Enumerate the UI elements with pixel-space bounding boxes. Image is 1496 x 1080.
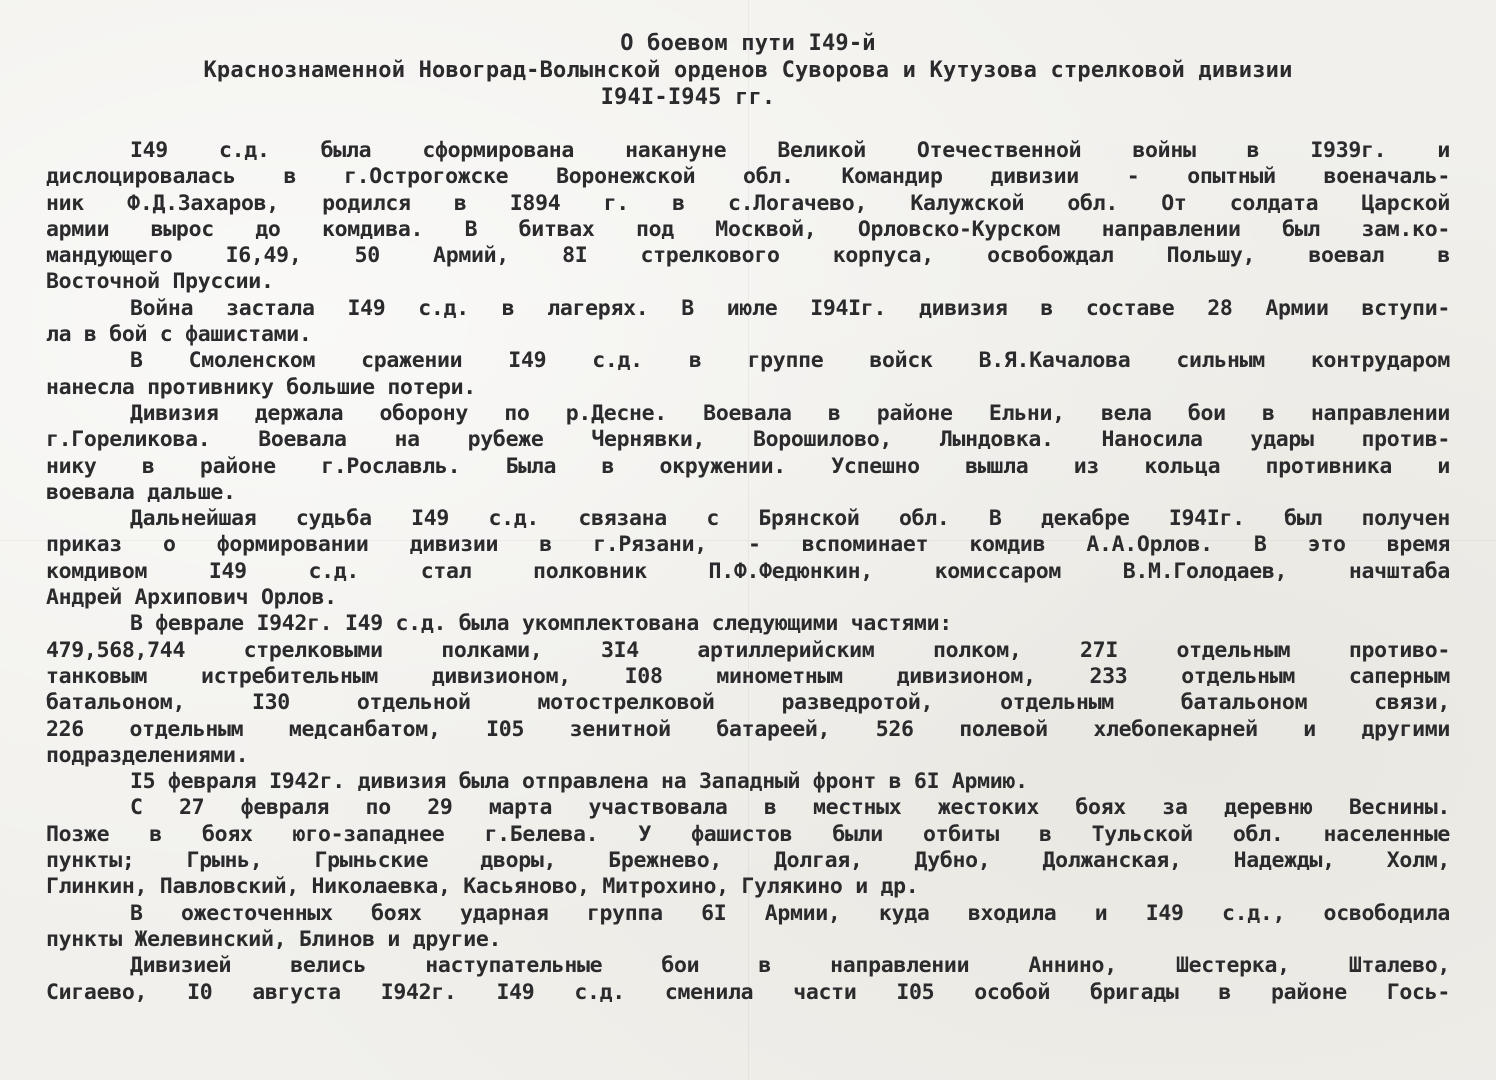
text-line: подразделениями. xyxy=(46,742,249,768)
text-line: Дивизия держала оборону по р.Десне. Воевала в районе Ельни, вела бои в направлении xyxy=(130,400,1450,426)
title-line-3: I94I-I945 гг. xyxy=(600,85,776,110)
document-title xyxy=(40,30,1456,111)
text-line: г.Гореликова. Воевала на рубеже Чернявки, Ворошилово, Лындовка. Наносила удары против- xyxy=(46,427,1450,453)
text-line: В феврале I942г. I49 с.д. была укомплектована следующими частями: xyxy=(130,611,952,637)
title-line-2: Краснознаменной Новоград-Волынской орденов Суворова и Кутузова стрелковой дивизии xyxy=(203,58,1293,83)
text-line: нику в районе г.Рославль. Была в окружении. Успешно вышла из кольца противника и xyxy=(46,453,1450,479)
text-line: пункты Желевинский, Блинов и другие. xyxy=(46,926,502,952)
text-line: Андрей Архипович Орлов. xyxy=(46,585,337,611)
text-line: приказ о формировании дивизии в г.Рязани, - вспоминает комдив А.А.Орлов. В это время xyxy=(46,532,1450,558)
text-line: ла в бой с фашистами. xyxy=(46,322,312,348)
text-line: Восточной Пруссии. xyxy=(46,269,274,295)
text-line: С 27 февраля по 29 марта участвовала в местных жестоких боях за деревню Веснины. xyxy=(130,795,1450,821)
text-line: 226 отдельным медсанбатом, I05 зенитной батареей, 526 полевой хлебопекарней и другими xyxy=(46,716,1450,742)
text-line: 479,568,744 стрелковыми полками, 3I4 артиллерийским полком, 27I отдельным противо- xyxy=(46,637,1450,663)
document-body xyxy=(46,138,1450,1006)
text-line: Дивизией велись наступательные бои в направлении Аннино, Шестерка, Шталево, xyxy=(130,953,1450,979)
text-line: Война застала I49 с.д. в лагерях. В июле I94Iг. дивизия в составе 28 Армии вступи- xyxy=(130,295,1450,321)
text-line: танковым истребительным дивизионом, I08 минометным дивизионом, 233 отдельным саперным xyxy=(46,663,1450,689)
text-line: В Смоленском сражении I49 с.д. в группе войск В.Я.Качалова сильным контрударом xyxy=(130,348,1450,374)
text-line: нанесла противнику большие потери. xyxy=(46,374,476,400)
text-line: батальоном, I30 отдельной мотострелковой разведротой, отдельным батальоном связи, xyxy=(46,690,1450,716)
text-line: пункты; Грынь, Грыньские дворы, Брежнево, Долгая, Дубно, Должанская, Надежды, Холм, xyxy=(46,848,1450,874)
text-line: В ожесточенных боях ударная группа 6I Армии, куда входила и I49 с.д., освободила xyxy=(130,900,1450,926)
title-line-1: О боевом пути I49-й xyxy=(620,31,876,56)
text-line: воевала дальше. xyxy=(46,479,236,505)
text-line: ник Ф.Д.Захаров, родился в I894 г. в с.Логачево, Калужской обл. От солдата Царской xyxy=(46,190,1450,216)
text-line: Дальнейшая судьба I49 с.д. связана с Брянской обл. В декабре I94Iг. был получен xyxy=(130,506,1450,532)
text-line: Позже в боях юго-западнее г.Белева. У фашистов были отбиты в Тульской обл. населенные xyxy=(46,821,1450,847)
text-line: I49 с.д. была сформирована накануне Великой Отечественной войны в I939г. и xyxy=(130,138,1450,163)
text-line: армии вырос до комдива. В битвах под Москвой, Орловско-Курском направлении был зам.ко- xyxy=(46,216,1450,242)
text-line: I5 февраля I942г. дивизия была отправлена на Западный фронт в 6I Армию. xyxy=(130,769,1028,795)
text-line: Глинкин, Павловский, Николаевка, Касьяново, Митрохино, Гулякино и др. xyxy=(46,874,919,900)
text-line: мандующего I6,49, 50 Армий, 8I стрелкового корпуса, освобождал Польшу, воевал в xyxy=(46,243,1450,269)
text-line: Сигаево, I0 августа I942г. I49 с.д. сменила части I05 особой бригады в районе Гось- xyxy=(46,979,1450,1005)
text-line: дислоцировалась в г.Острогожске Воронежской обл. Командир дивизии - опытный военачаль- xyxy=(46,164,1450,190)
text-line: комдивом I49 с.д. стал полковник П.Ф.Федюнкин, комиссаром В.М.Голодаев, начштаба xyxy=(46,558,1450,584)
